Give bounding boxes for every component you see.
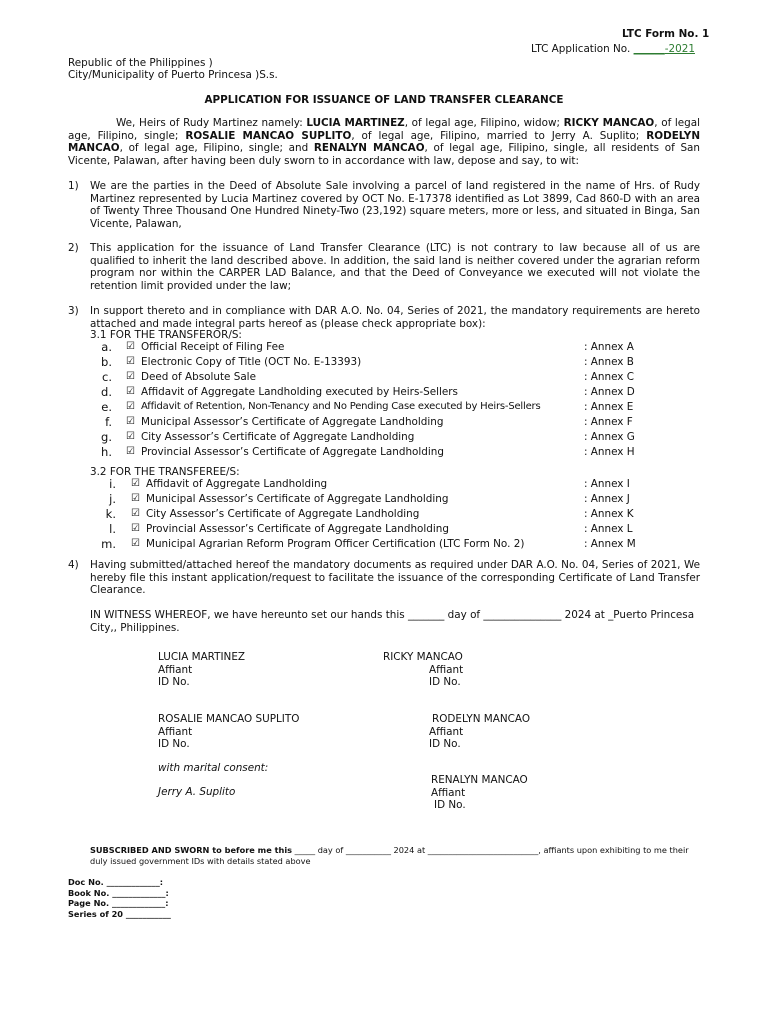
item-text: Provincial Assessor’s Certificate of Aggregate Landholding: [141, 446, 444, 458]
signatory-role: Affiant: [158, 725, 193, 738]
checkbox-checked-icon[interactable]: ☑: [131, 523, 140, 534]
signature-block-rosalie: [158, 713, 299, 751]
signatory-role: Affiant: [429, 663, 464, 676]
item-letter: m.: [101, 537, 116, 551]
checkbox-checked-icon[interactable]: ☑: [126, 341, 135, 352]
paragraph-number-3: 3): [68, 305, 79, 317]
checkbox-checked-icon[interactable]: ☑: [131, 478, 140, 489]
checkbox-checked-icon[interactable]: ☑: [126, 446, 135, 457]
checklist-item-c: [0, 371, 768, 386]
paragraph-number-2: 2): [68, 242, 79, 254]
application-number-label: LTC Application No.: [531, 43, 631, 55]
checklist-item-g: [0, 431, 768, 446]
checklist-item-a: [0, 341, 768, 356]
annex-label: : Annex C: [584, 371, 634, 383]
item-text: Affidavit of Aggregate Landholding executed by Heirs-Sellers: [141, 386, 458, 398]
item-letter: j.: [109, 492, 116, 506]
signatory-id: ID No.: [158, 676, 190, 688]
checkbox-checked-icon[interactable]: ☑: [131, 493, 140, 504]
checkbox-checked-icon[interactable]: ☑: [126, 371, 135, 382]
intro-text-6: , of legal age, Filipino, single, all residents of San Vicente, Palawan, after having been duly sworn to in accordance with law, depose and say, to wit:: [68, 142, 700, 167]
signature-block-rodelyn: [429, 713, 530, 751]
venue-line-2: City/Municipality of Puerto Princesa )S.s.: [68, 69, 278, 81]
form-number: LTC Form No. 1: [622, 28, 710, 40]
item-text: Municipal Assessor’s Certificate of Aggregate Landholding: [146, 493, 449, 505]
item-text: Deed of Absolute Sale: [141, 371, 256, 383]
checklist-item-d: [0, 386, 768, 401]
intro-text-5: , of legal age, Filipino, single; and: [119, 142, 314, 154]
paragraph-3: In support thereto and in compliance with DAR A.O. No. 04, Series of 2021, the mandatory requirements are hereto attached and made integral parts hereof as (please check appropriate box):: [90, 305, 700, 330]
checklist-item-h: [0, 446, 768, 461]
item-letter: i.: [109, 477, 116, 491]
paragraph-number-4: 4): [68, 559, 79, 571]
checkbox-checked-icon[interactable]: ☑: [126, 431, 135, 442]
item-letter: g.: [101, 430, 112, 444]
signatory-name: RODELYN MANCAO: [432, 713, 530, 725]
item-text: Municipal Agrarian Reform Program Officer Certification (LTC Form No. 2): [146, 538, 525, 550]
annex-label: : Annex M: [584, 538, 636, 550]
page-number: Page No. _____________:: [68, 898, 169, 908]
doc-number: Doc No. _____________:: [68, 877, 164, 887]
item-letter: a.: [101, 340, 112, 354]
annex-label: : Annex H: [584, 446, 635, 458]
series-year: Series of 20 ___________: [68, 908, 171, 919]
checkbox-checked-icon[interactable]: ☑: [126, 416, 135, 427]
notarial-details: [68, 877, 171, 919]
item-text: Official Receipt of Filing Fee: [141, 341, 285, 353]
item-letter: f.: [105, 415, 112, 429]
signature-block-lucia: [158, 651, 245, 689]
checklist-item-b: [0, 356, 768, 371]
intro-paragraph: [68, 117, 700, 167]
item-letter: k.: [105, 507, 116, 521]
annex-label: : Annex B: [584, 356, 634, 368]
heir-name-5: RENALYN MANCAO: [313, 142, 425, 154]
item-text: Electronic Copy of Title (OCT No. E-13393): [141, 356, 362, 368]
paragraph-1: We are the parties in the Deed of Absolute Sale involving a parcel of land registered in the name of Hrs. of Rudy Martinez represented by Lucia Martinez covered by OCT No. E-17378 identified as Lot 3899, Cad 860-D with an area of Twenty Three Thousand One Hundred Ninety-Two (23,192) square meters, more or less, and situated in Binga, San Vicente, Palawan,: [90, 180, 700, 230]
paragraph-2: This application for the issuance of Land Transfer Clearance (LTC) is not contrary to law because all of us are qualified to inherit the land described above. In addition, the said land is neither covered under the agrarian reform program nor within the CARPER LAD Balance, and that the Deed of Conveyance we executed will not violate the retention limit provided under the law;: [90, 242, 700, 292]
signature-block-renalyn: [418, 774, 528, 812]
item-letter: h.: [101, 445, 112, 459]
heir-name-2: RICKY MANCAO: [563, 117, 655, 129]
marital-consent-label: with marital consent:: [158, 762, 269, 774]
signatory-role: Affiant: [431, 786, 466, 799]
witness-clause: IN WITNESS WHEREOF, we have hereunto set our hands this _______ day of _______________ 2024 at _Puerto Princesa City,, Philippines.: [90, 609, 695, 634]
intro-text-4: , of legal age, Filipino, married to Jerry A. Suplito;: [351, 129, 647, 142]
transferor-heading: 3.1 FOR THE TRANSFEROR/S:: [90, 329, 242, 341]
book-number: Book No. _____________:: [68, 887, 169, 898]
item-text: Affidavit of Aggregate Landholding: [146, 478, 328, 490]
checkbox-checked-icon[interactable]: ☑: [131, 538, 140, 549]
application-number: [531, 43, 695, 56]
signatory-role: Affiant: [429, 725, 464, 738]
signatory-name: RICKY MANCAO: [383, 651, 463, 663]
checklist-item-k: [0, 508, 768, 523]
annex-label: : Annex I: [584, 478, 630, 490]
annex-label: : Annex J: [584, 493, 630, 505]
item-text: Municipal Assessor’s Certificate of Aggregate Landholding: [141, 416, 444, 428]
heir-name-4: RODELYN MANCAO: [68, 129, 701, 154]
signatory-name: RENALYN MANCAO: [431, 774, 528, 786]
jurat-bold: SUBSCRIBED AND SWORN to before me this: [90, 845, 293, 855]
annex-label: : Annex K: [584, 508, 634, 520]
paragraph-number-1: 1): [68, 180, 79, 192]
item-text: Provincial Assessor’s Certificate of Aggregate Landholding: [146, 523, 449, 535]
item-letter: d.: [101, 385, 112, 399]
annex-label: : Annex A: [584, 341, 634, 353]
checkbox-checked-icon[interactable]: ☑: [131, 508, 140, 519]
item-letter: l.: [109, 522, 116, 536]
annex-label: : Annex G: [584, 431, 635, 443]
item-letter: c.: [102, 370, 112, 384]
signatory-id: ID No.: [429, 676, 461, 688]
paragraph-4: Having submitted/attached hereof the mandatory documents as required under DAR A.O. No. 04, Series of 2021, We hereby file this instant application/request to facilitate the issuance of the corresponding Certificate of Land Transfer Clearance.: [90, 559, 700, 596]
venue-line-1: Republic of the Philippines ): [68, 57, 213, 69]
checklist-item-l: [0, 523, 768, 538]
annex-label: : Annex E: [584, 401, 634, 413]
item-letter: e.: [101, 400, 112, 414]
signatory-id: ID No.: [158, 738, 190, 750]
checklist-item-m: [0, 538, 768, 553]
jurat: [90, 845, 702, 867]
application-number-blank: ______: [633, 43, 665, 55]
checklist-item-i: [0, 478, 768, 493]
checkbox-checked-icon[interactable]: ☑: [126, 401, 135, 412]
checklist-item-j: [0, 493, 768, 508]
checkbox-checked-icon[interactable]: ☑: [126, 356, 135, 367]
item-text: Affidavit of Retention, Non-Tenancy and No Pending Case executed by Heirs-Sellers: [141, 401, 541, 412]
checkbox-checked-icon[interactable]: ☑: [126, 386, 135, 397]
item-letter: b.: [101, 355, 112, 369]
annex-label: : Annex D: [584, 386, 635, 398]
annex-label: : Annex L: [584, 523, 633, 535]
signatory-name: LUCIA MARTINEZ: [158, 651, 246, 663]
transferee-heading: 3.2 FOR THE TRANSFEREE/S:: [90, 466, 240, 478]
application-number-value: -2021: [664, 43, 695, 55]
signatory-name: ROSALIE MANCAO SUPLITO: [158, 713, 300, 725]
heir-name-1: LUCIA MARTINEZ: [306, 117, 405, 129]
annex-label: : Annex F: [584, 416, 633, 428]
intro-text-2: , of legal age, Filipino, widow;: [404, 117, 564, 129]
jurat-text: _____ day of ___________ 2024 at ___________________________, affiants upon exhibiting to me their duly issued government IDs with details stated above: [90, 845, 689, 866]
signatory-id: ID No.: [434, 799, 466, 811]
intro-text-1: We, Heirs of Rudy Martinez namely:: [116, 117, 307, 129]
intro-text-3: , of legal age, Filipino, single;: [68, 117, 700, 142]
signatory-id: ID No.: [429, 738, 461, 750]
consent-spouse-name: Jerry A. Suplito: [158, 786, 236, 798]
item-text: City Assessor’s Certificate of Aggregate Landholding: [146, 508, 420, 520]
checklist-item-e: [0, 401, 768, 416]
signatory-role: Affiant: [158, 663, 193, 676]
document-title: APPLICATION FOR ISSUANCE OF LAND TRANSFER CLEARANCE: [204, 94, 564, 106]
heir-name-3: ROSALIE MANCAO SUPLITO: [185, 129, 352, 142]
item-text: City Assessor’s Certificate of Aggregate Landholding: [141, 431, 415, 443]
checklist-item-f: [0, 416, 768, 431]
signature-block-ricky: [383, 651, 463, 689]
